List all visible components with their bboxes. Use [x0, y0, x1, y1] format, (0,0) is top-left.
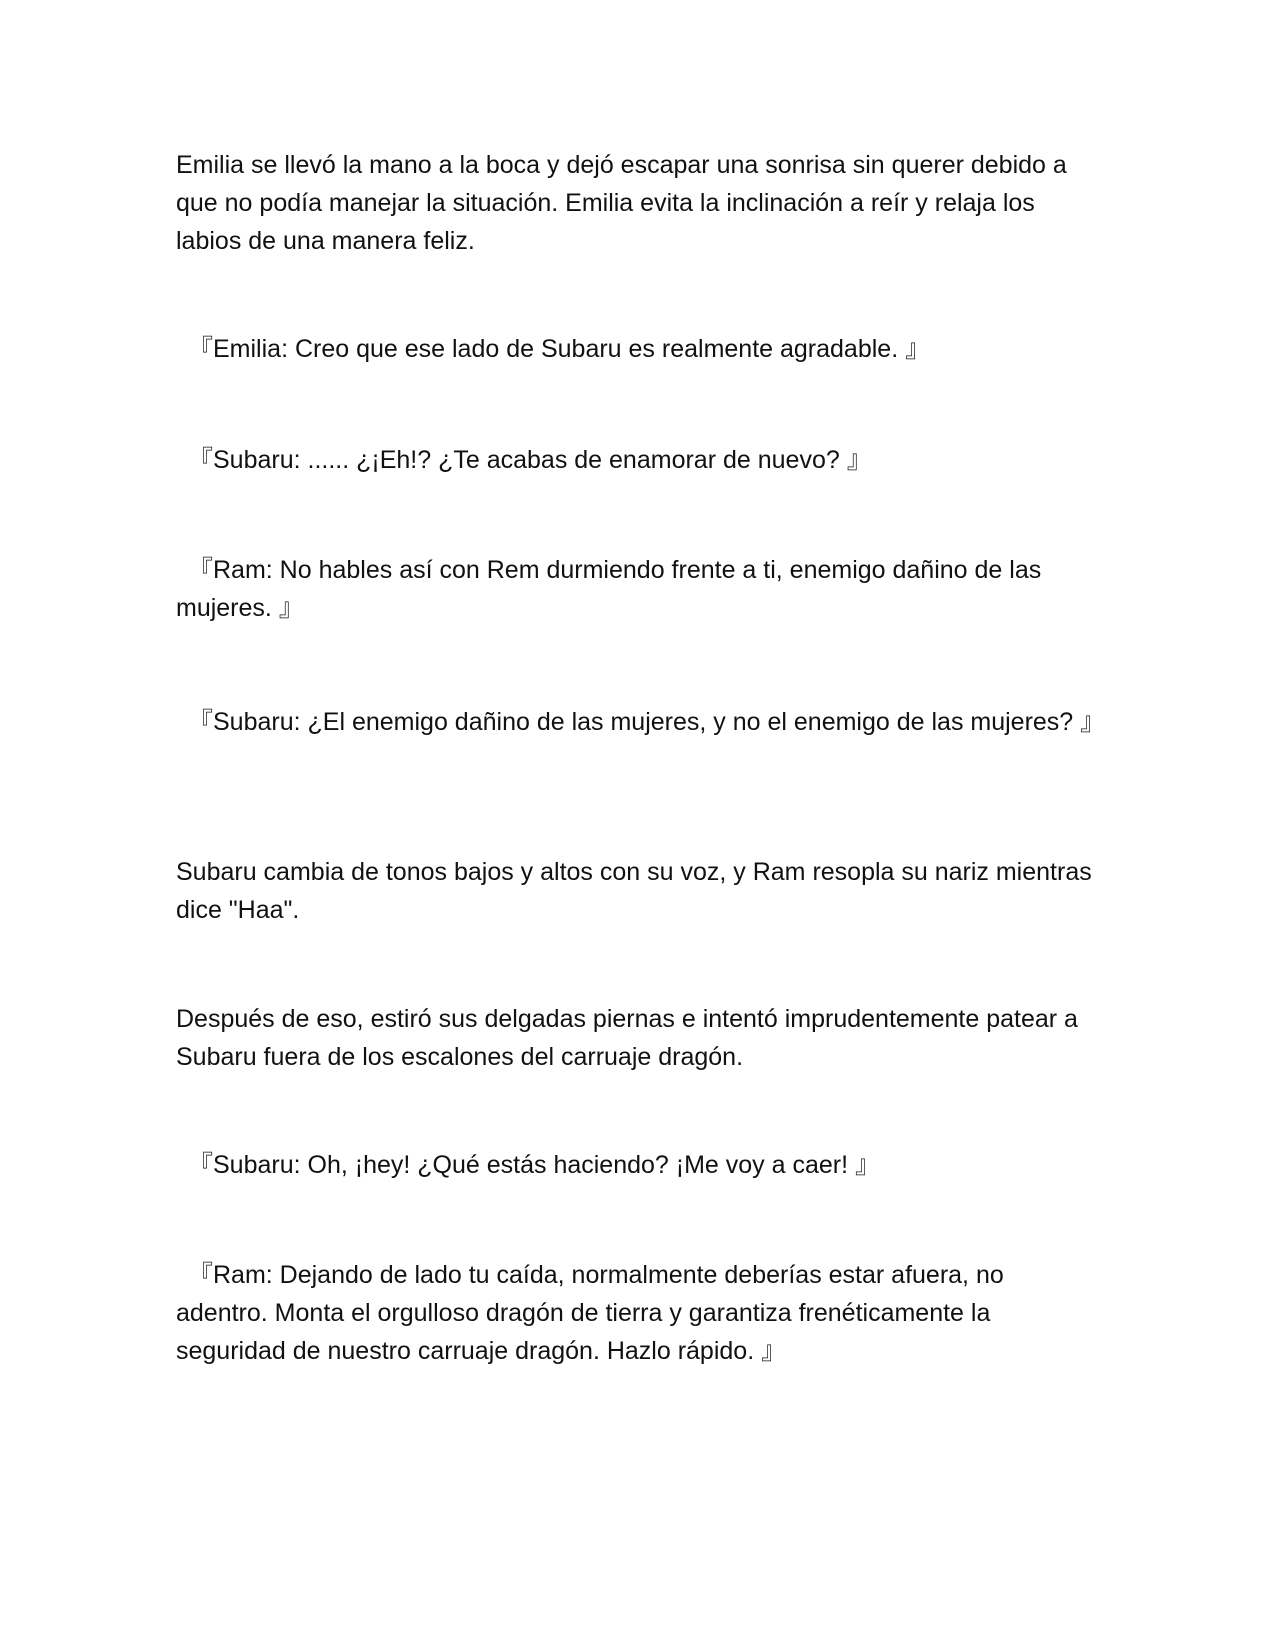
paragraph-dialogue-ram: 『Ram: Dejando de lado tu caída, normalmente deberías estar afuera, no adentro. Monta el orgulloso dragón de tierra y garantiza frenéticamente la seguridad de nuestro carruaje dragón. Hazlo rápido. 』	[176, 1261, 1004, 1365]
paragraph-narration: Emilia se llevó la mano a la boca y dejó escapar una sonrisa sin querer debido a que no podía manejar la situación. Emilia evita la inclinación a reír y relaja los labios de una manera feliz.	[176, 151, 1067, 255]
paragraph-dialogue-ram: 『Ram: No hables así con Rem durmiendo frente a ti, enemigo dañino de las mujeres. 』	[176, 556, 1042, 622]
paragraph-dialogue-subaru: 『Subaru: ...... ¿¡Eh!? ¿Te acabas de enamorar de nuevo? 』	[188, 446, 872, 474]
paragraph-narration: Después de eso, estiró sus delgadas piernas e intentó imprudentemente patear a Subaru fuera de los escalones del carruaje dragón.	[176, 1005, 1078, 1071]
paragraph-narration: Subaru cambia de tonos bajos y altos con su voz, y Ram resopla su nariz mientras dice "Haa".	[176, 858, 1092, 924]
paragraph-dialogue-subaru: 『Subaru: ¿El enemigo dañino de las mujeres, y no el enemigo de las mujeres? 』	[188, 708, 1106, 736]
paragraph-dialogue-emilia: 『Emilia: Creo que ese lado de Subaru es realmente agradable. 』	[188, 335, 931, 363]
paragraph-dialogue-subaru: 『Subaru: Oh, ¡hey! ¿Qué estás haciendo? ¡Me voy a caer! 』	[188, 1151, 880, 1179]
